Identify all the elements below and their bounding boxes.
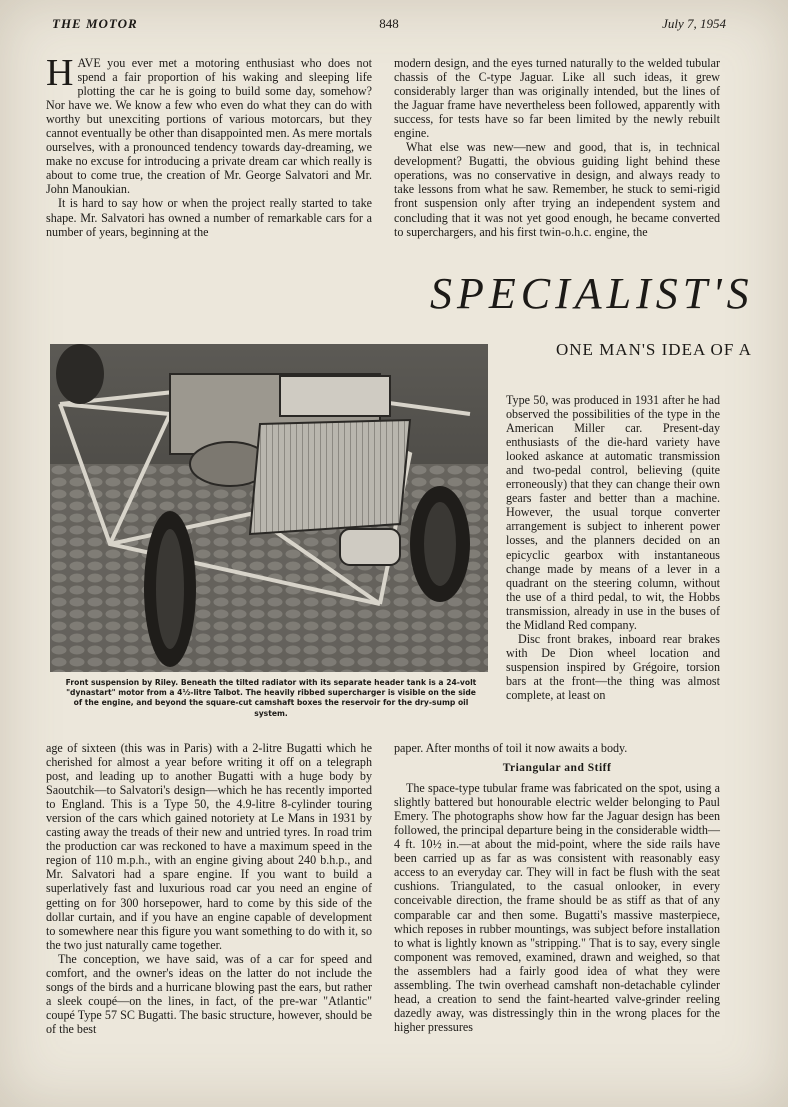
intro-paragraph-text: AVE you ever met a motoring enthusiast who does not spend a fair proportion of his waking and sleeping life plotting the car he is going to build some day, somehow? Nor have we. We know a few who even do what they can do with worthy but unexciting portions of various motorcars, but they cannot eventually be other than disappointed men. As mere mortals ourselves, with a pronounced tendency towards day-dreaming, we make no excuse for introducing a private dream car which really is about to come true, the creation of Mr. George Salvatori and Mr. John Manoukian. <box>46 56 372 197</box>
chassis-photo-illustration <box>50 344 488 672</box>
article-headline: SPECIALIST'S <box>430 269 754 318</box>
paragraph: paper. After months of toil it now awaits a body. <box>394 741 628 755</box>
paragraph: modern design, and the eyes turned naturally to the welded tubular chassis of the C-type Jaguar. Like all such ideas, it grew considerably larger than was originally intended, but the lines of the Jaguar frame have nevertheless been followed, apparently with success, for tests have so far been limited by the newly rebuilt engine. <box>394 56 720 141</box>
paragraph: Type 50, was produced in 1931 after he had observed the possibilities of the type in the American Miller car. Present-day enthusiasts of the die-hard variety have looked askance at automatic transmission and two-pedal control, believing (quite erroneously) that they can change their own gears faster and better than a machine. However, the usual torque converter arrangement is subject to inherent power losses, and the planners decided on an epicyclic gearbox with instantaneous change made by means of a lever in a quadrant on the steering column, without the use of a third pedal, to wit, the Hobbs transmission, already in use in the buses of the Midland Red company. <box>506 393 720 632</box>
chassis-photograph <box>50 344 488 672</box>
paragraph: age of sixteen (this was in Paris) with a 2-litre Bugatti which he cherished for almost a year before writing it off on a telegraph post, and leading up to another Bugatti with a huge body by Saoutchik—to Salvatori's design—which he has recently imported to England. This is a Type 50, the 4.9-litre 8-cylinder touring version of the cars which gained notoriety at Le Mans in 1931 by casting away the treads of their new and untried tyres. In road trim the production car was reckoned to have a maximum speed in the region of 110 m.p.h., with an engine giving about 240 b.h.p., and Mr. Salvatori had a spare engine. If you want to build a superlatively fast and luxurious road car you need an engine of getting on for 300 horsepower, hard to come by this side of the dollar curtain, and if you have an engine capable of development to somewhere near this figure you want something to do with it, so the two just naturally came together. <box>46 741 372 952</box>
paragraph: Disc front brakes, inboard rear brakes with De Dion wheel location and suspension inspired by Grégoire, torsion bars at the front—the thing was almost complete, at least on <box>506 631 720 702</box>
running-header <box>52 12 726 36</box>
paragraph: It is hard to say how or when the project really started to take shape. Mr. Salvatori has owned a number of remarkable cars for a number of years, beginning at the <box>46 196 372 239</box>
intro-paragraph <box>46 52 372 197</box>
column-left-top <box>46 52 372 239</box>
section-subheading: Triangular and Stiff <box>502 762 612 775</box>
paragraph: The space-type tubular frame was fabricated on the spot, using a slightly battered but honourable electric welder belonging to Paul Emery. The photographs show how far the Jaguar design has been followed, the principal departure being in the considerable width—4 ft. 10½ in.—at about the mid-point, where the side rails have been carried up as far as was consistent with reasonably easy access to an everyday car. They will in fact be flush with the seat cushions. Triangulated, to the casual onlooker, in every conceivable direction, the frame should be as stiff as that of any comparable car and then some. Bugatti's massive masterpiece, which reposes in rubber mountings, was subject before installation to what is lightly known as "stripping." That is to say, every single component was removed, examined, drawn and weighed, so that the assemblers had a fairly good idea of what they were assembling. The twin overhead camshaft non-detachable cylinder head, a creation to send the faint-hearted valve-grinder reeling dazedly away, was distressingly thin in the wrong places for the higher pressures <box>394 781 720 1034</box>
column-left-bottom <box>46 741 372 1036</box>
magazine-title: THE MOTOR <box>52 16 138 31</box>
column-right-top <box>394 56 720 239</box>
column-right-middle <box>506 393 720 702</box>
drop-cap: H <box>46 52 74 94</box>
page-number: 848 <box>379 16 399 31</box>
paragraph: The conception, we have said, was of a car for speed and comfort, and the owner's ideas on the latter do not include the songs of the birds and a hurricane blowing past the ears, but rather a sleek coupé—on the lines, in fact, of the pre-war "Atlantic" coupé Type 57 SC Bugatti. The basic structure, however, should be of the best <box>46 951 372 1036</box>
paragraph: What else was new—new and good, that is, in technical development? Bugatti, the obvious guiding light behind these operations, was no conservative in design, and always ready to take lessons from what he saw. Remember, he stuck to semi-rigid front suspension only after trying an independent system and concluding that it was not yet good enough, he became converted to superchargers, and his first twin-o.h.c. engine, the <box>394 140 720 239</box>
column-right-bottom <box>394 741 720 1034</box>
issue-date: July 7, 1954 <box>662 16 726 31</box>
photo-caption: Front suspension by Riley. Beneath the tilted radiator with its separate header tank is a 24-volt "dynastart" motor from a 4½-litre Talbot. The heavily ribbed supercharger is visible on the side of the engine, and beyond the square-cut camshaft boxes the reservoir for the dry-sump oil system. <box>65 678 477 718</box>
article-deck: ONE MAN'S IDEA OF A <box>556 340 752 359</box>
